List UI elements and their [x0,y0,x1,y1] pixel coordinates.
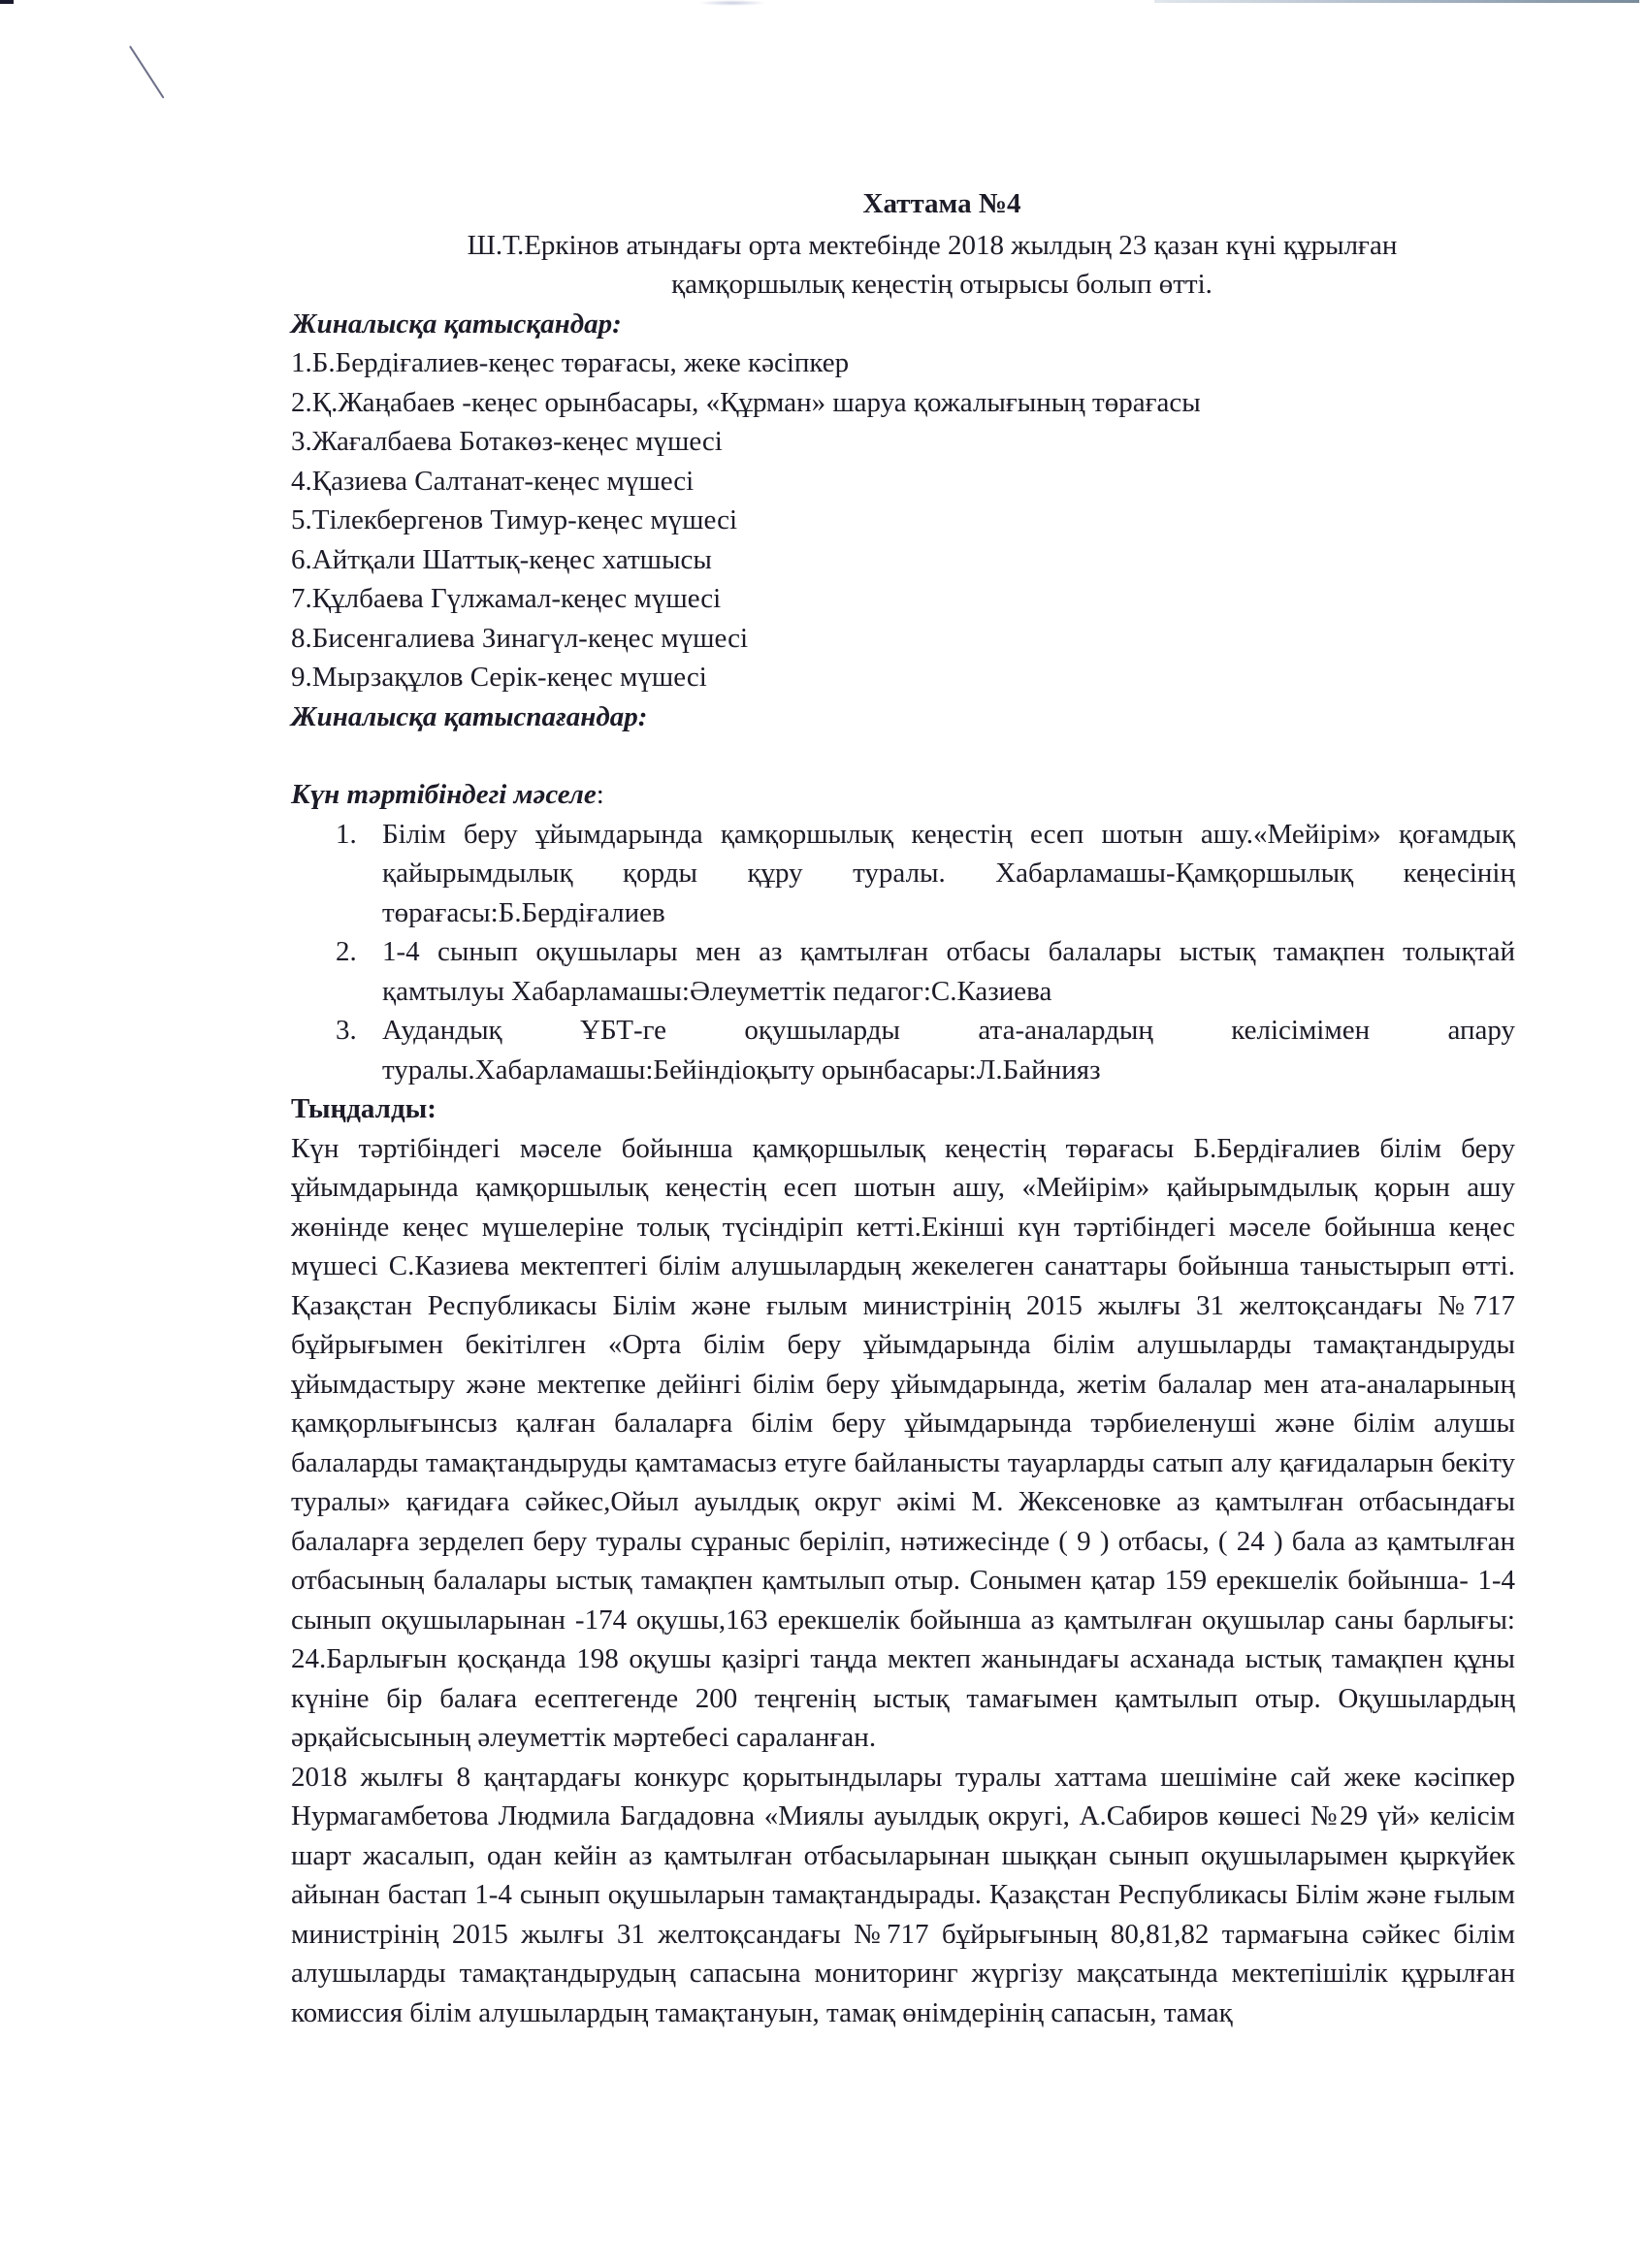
heard-heading: Тыңдалды: [291,1093,436,1124]
agenda-item-number: 2. [336,936,357,967]
attendee-item: 2.Қ.Жаңабаев -кеңес орынбасары, «Құрман» шаруа қожалығының төрағасы [291,386,1201,418]
attendee-item: 1.Б.Бердіғалиев-кеңес төрағасы, жеке кәсіпкер [291,347,850,378]
heard-paragraph-2: 2018 жылғы 8 қаңтардағы конкурс қорытындылары туралы хаттама шешіміне сай жеке кәсіпкер Нурмагамбетова Людмила Багдадовна «Миялы ауылдық округі, А.Сабиров көшесі №29 үй» келісім шарт жасалып, одан кейін аз қамтылған отбасыларынан шыққан сынып оқушыларымен қыркүйек айынан бастап 1-4 сынып оқушыларын тамақтандырады. Қазақстан Республикасы Білім және ғылым министрінің 2015 жылғы 31 желтоқсандағы №717 бұйрығының 80,81,82 тармағына сәйкес білім алушыларды тамақтандырудың сапасына мониторинг жүргізу мақсатында мектепішілік құрылған комиссия білім алушылардың тамақтануын, тамақ өнімдерінің сапасын, тамақ [291,1761,1515,2028]
scan-edge-shadow [1154,0,1639,3]
scan-smudge [698,0,766,6]
scan-edge-mark [0,0,14,4]
attendee-item: 6.Айтқали Шаттық-кеңес хатшысы [291,543,712,575]
subtitle-line-2: қамқоршылық кеңестің отырысы болып өтті. [671,269,1212,300]
agenda-item [336,1011,1515,1089]
pen-stroke-mark [129,46,165,99]
agenda-item [336,932,1515,1011]
agenda-item-number: 1. [336,818,357,850]
attendee-item: 9.Мырзақұлов Серік-кеңес мүшесі [291,662,707,693]
document-subtitle [291,226,1515,305]
agenda-heading-text: Күн тәртібіндегі мәселе [291,779,597,810]
agenda-item-text: 1-4 сынып оқушылары мен аз қамтылған отбасы балалары ыстық тамақпен толықтай қамтылуы Хабарламашы:Әлеуметтік педагог:С.Казиева [382,936,1515,1007]
attendees-heading: Жиналысқа қатысқандар: [291,308,622,340]
heard-paragraph-1: Күн тәртібіндегі мәселе бойынша қамқоршылық кеңестің төрағасы Б.Бердіғалиев білім беру ұйымдарында қамқоршылық кеңестің есеп шотын ашу, «Мейірім» қайырымдылық қорын ашу жөнінде кеңес мүшелеріне толық түсіндіріп кетті.Екінші күн тәртібіндегі мәселе бойынша кеңес мүшесі С.Казиева мектептегі білім алушылардың жекелеген санаттары бойынша таныстырып өтті. Қазақстан Республикасы Білім және ғылым министрінің 2015 жылғы 31 желтоқсандағы №717 бұйрығымен бекітілген «Орта білім беру ұйымдарында білім алушыларды тамақтандыруды ұйымдастыру және мектепке дейінгі білім беру ұйымдарында, жетім балалар мен ата-аналарының қамқорлығынсыз қалған балаларға білім беру ұйымдарында тәрбиеленуші және білім алушы балаларды тамақтандыруды қамтамасыз етуге байланысты тауарларды сатып алу қағидаларын бекіту туралы» қағидаға сәйкес,Ойыл ауылдық округ әкімі М. Жексеновке аз қамтылған отбасындағы балаларға зерделеп беру туралы сұраныс беріліп, нәтижесінде ( 9 ) отбасы, ( 24 ) бала аз қамтылған отбасының балалары ыстық тамақпен қамтылып отыр. Сонымен қатар 159 ерекшелік бойынша- 1-4 сынып оқушыларынан -174 оқушы,163 ерекшелік бойынша аз қамтылған оқушылар саны барлығы: 24.Барлығын қосқанда 198 оқушы қазіргі таңда мектеп жанындағы асханада ыстық тамақпен құны күніне бір балаға есептегенде 200 теңгенің ыстық тамағымен қамтылып отыр. Оқушылардың әрқайсысының әлеуметтік мәртебесі сараланған. [291,1132,1515,1753]
attendee-item: 3.Жағалбаева Ботакөз-кеңес мүшесі [291,426,723,457]
agenda-item-text: Аудандық ҰБТ-ге оқушыларды ата-аналардың келісімімен апару туралы.Хабарламашы:Бейіндіоқыту орынбасары:Л.Байнияз [382,1015,1515,1085]
agenda-item [336,815,1515,933]
agenda-item-text: Білім беру ұйымдарында қамқоршылық кеңестің есеп шотын ашу.«Мейірім» қоғамдық қайырымдылық қорды құру туралы. Хабарламашы-Қамқоршылық кеңесінің төрағасы:Б.Бердіғалиев [382,818,1515,928]
subtitle-line-1: Ш.Т.Еркінов атындағы орта мектебінде 2018 жылдың 23 қазан күні құрылған [467,229,1398,261]
attendee-item: 5.Тілекбергенов Тимур-кеңес мүшесі [291,504,738,535]
absent-heading: Жиналысқа қатыспағандар: [291,700,648,732]
attendee-item: 7.Құлбаева Гүлжамал-кеңес мүшесі [291,583,722,614]
document-title: Хаттама №4 [862,188,1021,219]
agenda-list [291,815,1515,1090]
protocol-document [291,184,1515,2032]
agenda-heading [291,775,1515,815]
agenda-item-number: 3. [336,1015,357,1046]
attendee-item: 4.Қазиева Салтанат-кеңес мүшесі [291,465,695,497]
agenda-heading-colon: : [596,779,604,810]
attendees-list [291,343,1515,697]
attendee-item: 8.Бисенгалиева Зинагүл-кеңес мүшесі [291,622,748,654]
